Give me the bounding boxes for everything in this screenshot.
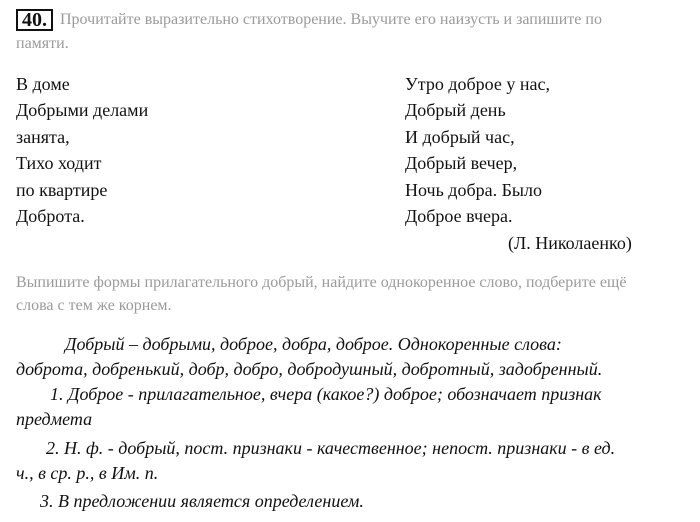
task2-instruction-line-2: слова с тем же корнем.: [16, 297, 172, 314]
poem-left-line-2: Добрыми делами: [16, 100, 149, 120]
answer-line-5: 2. Н. ф. - добрый, пост. признаки - качественное; непост. признаки - в ед.: [46, 438, 616, 458]
answer-line-4: предмета: [16, 409, 93, 429]
answer-line-6: ч., в ср. р., в Им. п.: [16, 463, 159, 483]
answer-line-2: доброта, добренький, добр, добро, добродушный, добротный, задобренный.: [16, 359, 603, 379]
task-instruction-line-1: Прочитайте выразительно стихотворение. Выучите его наизусть и запишите по: [60, 11, 602, 28]
poem-author: (Л. Николаенко): [508, 233, 632, 253]
poem-left-line-5: по квартире: [16, 180, 108, 200]
poem-left-line-4: Тихо ходит: [16, 153, 102, 173]
answer-line-1: Добрый – добрыми, доброе, добра, доброе. Однокоренные слова:: [65, 334, 562, 354]
poem-right-line-5: Ночь добра. Было: [405, 180, 543, 200]
poem-right-line-3: И добрый час,: [405, 127, 515, 147]
poem-right-line-4: Добрый вечер,: [405, 153, 518, 173]
poem-right-line-1: Утро доброе у нас,: [405, 74, 550, 94]
task-number-box: 40.: [16, 9, 53, 31]
poem-right-line-2: Добрый день: [405, 100, 506, 120]
poem-left-line-1: В доме: [16, 74, 70, 94]
poem-right-line-6: Доброе вчера.: [405, 206, 513, 226]
poem-left-line-6: Доброта.: [16, 206, 85, 226]
task2-instruction-line-1: Выпишите формы прилагательного добрый, найдите однокоренное слово, подберите ещё: [16, 274, 627, 291]
answer-line-7: 3. В предложении является определением.: [40, 491, 364, 511]
task-instruction-line-2: памяти.: [16, 35, 69, 52]
answer-line-3: 1. Доброе - прилагательное, вчера (какое?) доброе; обозначает признак: [50, 384, 602, 404]
poem-left-line-3: занята,: [16, 127, 70, 147]
